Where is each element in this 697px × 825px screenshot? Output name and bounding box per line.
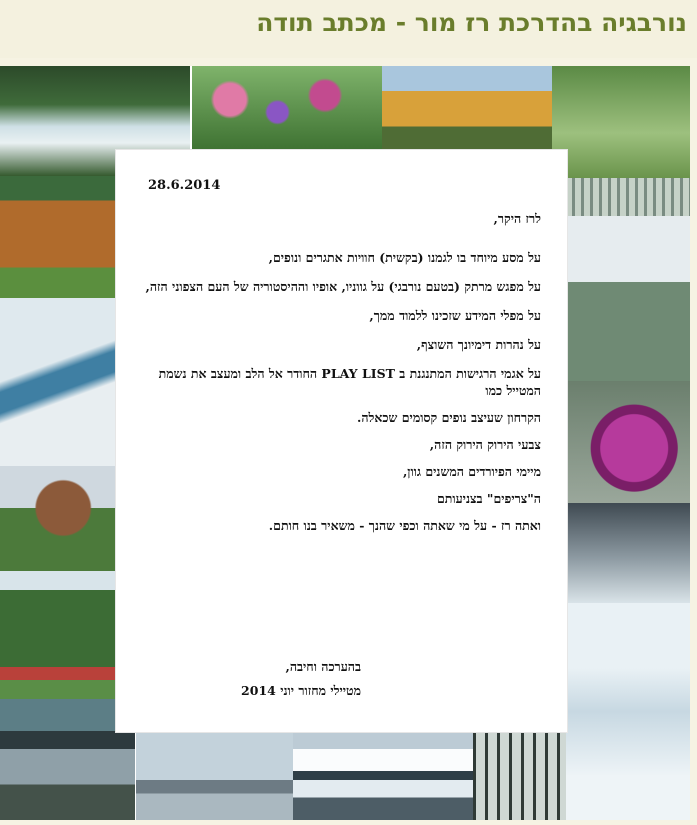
photo-iron-gate (473, 731, 566, 820)
photo-statues (566, 216, 690, 381)
letter-line: על מפגש מרתק (בטעם נורבגי) על גווניו, אופיו וההיסטוריה של העם הצפוני הזה, (145, 279, 541, 294)
photo-hiker (552, 66, 690, 178)
photo-glacier-ice (0, 298, 115, 466)
photo-tall-ship (136, 731, 293, 820)
letter-line: על מפלי המידע שזכינו ללמוד ממך, (369, 308, 541, 323)
letter-line: ה"צריפים" בצניעותם (436, 491, 541, 506)
letter-closing: בהערכה וחיבה, (285, 659, 361, 674)
photo-glacier-couple (566, 603, 690, 820)
letter-line: צבעי הירוק הירוק הזה, (429, 437, 541, 452)
photo-yellow-house (382, 66, 552, 150)
letter-line: על מסע מיוחד בו לגמנו (בקשית) חוויות אתגרים ונופים, (268, 250, 541, 265)
title-bar (0, 0, 697, 58)
letter-line: הקרחון שעיצב נופים קסומים שכאלה. (357, 410, 541, 425)
letter-greeting: לרז היקר, (493, 211, 541, 226)
letter-line: על נהרות דימיונך השוצף, (416, 337, 541, 352)
letter-signature: מטיילי מחזור יוני 2014 (241, 683, 361, 698)
thank-you-letter (116, 150, 567, 732)
letter-date: 28.6.2014 (148, 178, 221, 193)
letter-line: על אגמי הרגישות המתנגנת ב PLAY LIST החודר אל הלב ומעצב את נשמת המטייל כמו (158, 366, 541, 398)
photo-village (0, 571, 115, 731)
page-title: נורבגיה בהדרכת רז מור - מכתב תודה (256, 8, 687, 37)
photo-people-lying (0, 731, 135, 820)
photo-wooden-cabin (0, 176, 115, 298)
photo-rock (566, 503, 690, 603)
photo-pink-flower (566, 381, 690, 503)
photo-fence (566, 178, 690, 216)
letter-signoff (241, 655, 361, 703)
letter-line: ואתה רז - על מי שאתה וכפי שהנך - משאיר בנו חותם. (268, 518, 541, 533)
letter-line: מיימי הפיורדים המשנים גוון, (402, 464, 541, 479)
photo-lupins (192, 66, 382, 150)
photo-mountain-lake (293, 731, 473, 820)
photo-troll (0, 466, 115, 571)
letter-body (141, 210, 541, 546)
